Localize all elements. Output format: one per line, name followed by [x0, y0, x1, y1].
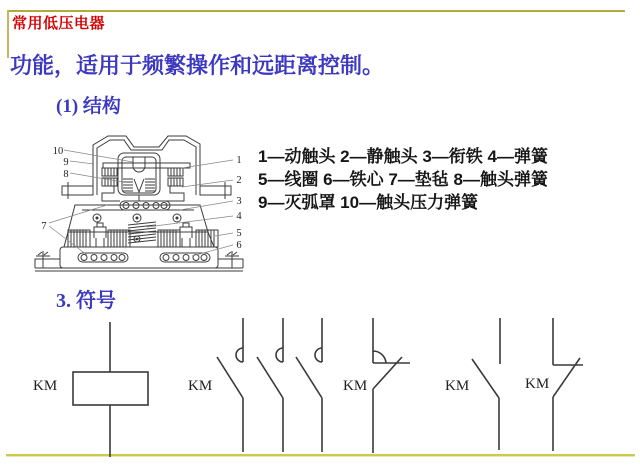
contactor-symbols-diagram: [25, 312, 625, 460]
no-contact-km-label: KM: [445, 378, 470, 394]
page-title: 常用低压电器: [12, 15, 106, 32]
callout-3: 3: [236, 196, 242, 207]
static-contacts: [62, 178, 231, 201]
base-feet: [35, 251, 243, 271]
callout-7: 7: [41, 221, 47, 232]
callout-10: 10: [52, 146, 64, 157]
structure-heading: (1) 结构: [56, 96, 121, 117]
callout-9: 9: [63, 157, 69, 168]
contact-bar: [102, 163, 190, 176]
callout-5: 5: [236, 228, 242, 239]
iron-core: [60, 247, 218, 268]
callout-1: 1: [236, 155, 242, 166]
intro-text: 功能，适用于频繁操作和远距离控制。: [10, 53, 385, 78]
nc-arc-contact-symbol: [373, 318, 410, 453]
main-contacts-km-label: KM: [188, 378, 213, 394]
no-contact-symbol: [472, 318, 500, 450]
callout-6: 6: [236, 240, 242, 251]
parts-legend-line1: 1—动触头 2—静触头 3—衔铁 4—弹簧: [258, 147, 548, 166]
nc-contact-symbol: [553, 318, 583, 451]
left-rule: [7, 10, 9, 58]
coil-symbol: [73, 322, 148, 457]
parts-legend-line2: 5—线圈 6—铁心 7—垫毡 8—触头弹簧: [258, 170, 548, 189]
callout-8: 8: [63, 169, 69, 180]
symbol-heading: 3. 符号: [56, 290, 116, 312]
coil-km-label: KM: [33, 378, 58, 394]
nc-arc-contact-km-label: KM: [343, 378, 368, 394]
nc-contact-km-label: KM: [525, 376, 550, 392]
callout-2: 2: [236, 175, 242, 186]
contactor-structure-diagram: [22, 131, 252, 286]
parts-legend: [258, 145, 640, 214]
parts-legend-line3: 9—灭弧罩 10—触头压力弹簧: [258, 193, 479, 212]
callout-4: 4: [236, 211, 242, 222]
main-contacts-symbol: [217, 318, 322, 452]
